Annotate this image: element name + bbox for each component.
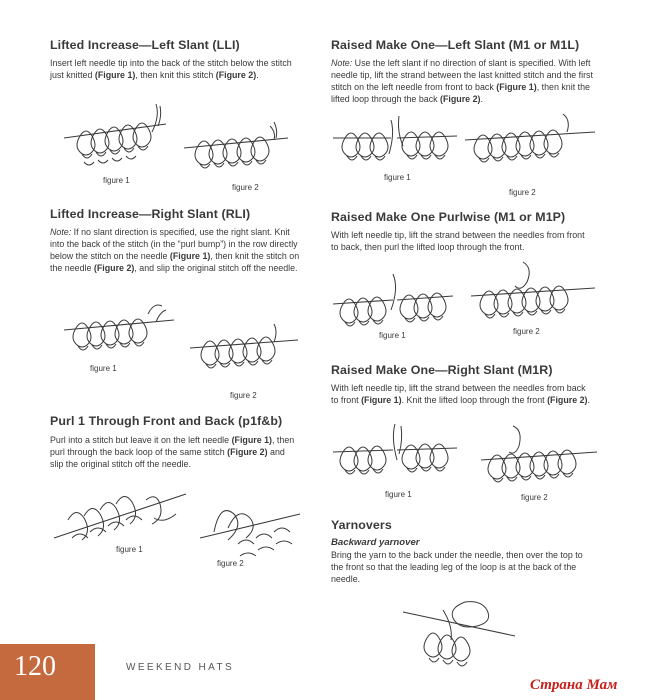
section-text-m1r	[331, 382, 593, 406]
section-title-m1r: Raised Make One—Right Slant (M1R)	[331, 363, 553, 377]
m1l-note-label: Note:	[331, 58, 353, 68]
lli-ref-figure-2: (Figure 2)	[215, 70, 257, 81]
m1l-text-a: Use the left slant if no direction of slant is specified. With left needle tip, lift the strand between the last knitted stitch and the first stitch on the left needle from front to back	[331, 58, 593, 93]
p1fb-figure-1-illustration	[50, 478, 190, 552]
lli-figure-2-illustration	[180, 118, 292, 188]
section-title-rli: Lifted Increase—Right Slant (RLI)	[50, 207, 251, 221]
m1l-ref-figure-2: (Figure 2)	[440, 94, 481, 105]
m1l-text-c: .	[480, 94, 483, 105]
m1r-figure-2-illustration	[479, 420, 599, 496]
m1p-figure-1-illustration	[331, 270, 455, 338]
m1p-figure-1-label: figure 1	[379, 331, 406, 340]
m1r-text-b: . Knit the lifted loop through the front	[401, 395, 548, 406]
section-title-m1p: Raised Make One Purlwise (M1 or M1P)	[331, 210, 566, 224]
m1r-figure-1-illustration	[331, 420, 459, 490]
rli-text-b: , then knit the stitch on the needle	[50, 251, 300, 274]
lli-text-a: Insert left needle tip into the back of the stitch below the stitch just knitted	[50, 58, 292, 81]
footer-book-title: WEEKEND HATS	[126, 662, 235, 673]
p1fb-figure-1-label: figure 1	[116, 545, 143, 554]
section-title-m1l: Raised Make One—Left Slant (M1 or M1L)	[331, 38, 580, 52]
p1fb-ref-figure-2: (Figure 2)	[227, 447, 268, 458]
section-text-yarnovers: Bring the yarn to the back under the needle, then over the top to the front so that the leading leg of the loop is at the back of the needle.	[331, 550, 583, 585]
rli-text-c: , and slip the original stitch off the needle.	[134, 263, 298, 274]
yarnovers-illustration	[395, 596, 517, 674]
p1fb-text-c: and slip the original stitch off the needle.	[50, 447, 285, 470]
m1r-text-a: With left needle tip, lift the strand between the needles from back to front	[331, 383, 586, 406]
m1l-figure-2-label: figure 2	[509, 188, 536, 197]
m1r-ref-figure-2: (Figure 2)	[547, 395, 588, 406]
p1fb-figure-2-illustration	[194, 494, 304, 564]
section-title-lli: Lifted Increase—Left Slant (LLI)	[50, 38, 240, 52]
p1fb-figure-2-label: figure 2	[217, 559, 244, 568]
rli-figure-1-illustration	[60, 292, 178, 362]
section-text-p1fb	[50, 434, 300, 470]
watermark-logo: Страна Мам	[530, 677, 618, 693]
section-text-m1p: With left needle tip, lift the strand between the needles from front to back, then purl the lifted loop through the front.	[331, 230, 585, 253]
m1l-figure-1-illustration	[331, 112, 459, 176]
section-title-p1fb: Purl 1 Through Front and Back (p1f&b)	[50, 414, 283, 428]
rli-figure-2-illustration	[186, 318, 301, 384]
m1r-figure-2-label: figure 2	[521, 493, 548, 502]
rli-ref-figure-1: (Figure 1)	[169, 251, 211, 262]
rli-figure-2-label: figure 2	[230, 391, 257, 400]
m1r-text-c: .	[587, 395, 590, 406]
lli-text-c: .	[256, 70, 259, 81]
rli-figure-1-label: figure 1	[90, 364, 117, 373]
section-title-yarnovers: Yarnovers	[331, 518, 392, 532]
page-number: 120	[14, 651, 56, 682]
rli-ref-figure-2: (Figure 2)	[93, 263, 135, 274]
m1p-figure-2-label: figure 2	[513, 327, 540, 336]
p1fb-text-b: , then purl through the back loop of the same stitch	[50, 435, 295, 458]
m1p-figure-2-illustration	[469, 260, 599, 330]
m1l-figure-2-illustration	[463, 110, 597, 186]
p1fb-ref-figure-1: (Figure 1)	[231, 435, 272, 445]
rli-note-label: Note:	[50, 227, 72, 237]
m1r-ref-figure-1: (Figure 1)	[361, 395, 402, 406]
section-text-m1l	[331, 57, 597, 105]
lli-figure-1-label: figure 1	[103, 176, 130, 185]
m1l-text-b: , then knit the lifted loop through the back	[331, 82, 590, 105]
section-text-lli	[50, 57, 295, 81]
m1r-figure-1-label: figure 1	[385, 490, 412, 499]
m1l-ref-figure-1: (Figure 1)	[496, 82, 537, 93]
lli-figure-2-label: figure 2	[232, 183, 259, 192]
p1fb-text-a: Purl into a stitch but leave it on the left needle	[50, 435, 232, 445]
lli-text-b: , then knit this stitch	[135, 70, 216, 81]
m1l-figure-1-label: figure 1	[384, 173, 411, 182]
yarnovers-subtitle: Backward yarnover	[331, 537, 420, 548]
lli-figure-1-illustration	[60, 94, 170, 176]
lli-ref-figure-1: (Figure 1)	[94, 70, 136, 81]
section-text-rli	[50, 226, 300, 274]
rli-text-a: If no slant direction is specified, use the right slant. Knit into the back of the stitch (in the “purl bump”) in the row directly below the stitch on the needle	[50, 227, 298, 262]
